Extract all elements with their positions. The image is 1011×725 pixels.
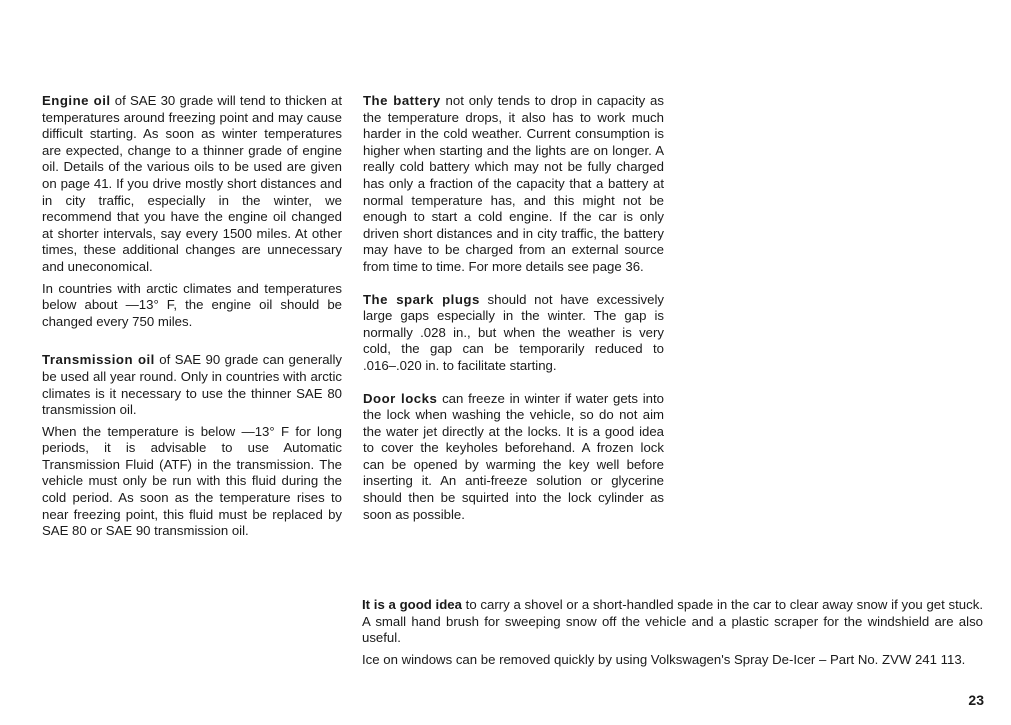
spark-plugs-text: should not have excessively large gaps especially in the winter. The gap is normally .028 in., but when the weather is very cold, the gap can be temporarily reduced to .016–.020 in. to facilitate starting. — [363, 291, 664, 373]
page-number: 23 — [968, 692, 984, 708]
good-idea-paragraph — [362, 597, 983, 647]
battery-paragraph — [363, 93, 664, 276]
transmission-oil-text: of SAE 90 grade can generally be used all year round. Only in countries with arctic climates is it necessary to use the thinner SAE 80 transmission oil. — [42, 352, 342, 418]
transmission-oil-paragraph — [42, 352, 342, 418]
door-locks-paragraph — [363, 391, 664, 524]
good-idea-text: to carry a shovel or a short-handled spade in the car to clear away snow if you get stuck. A small hand brush for sweeping snow off the vehicle and a plastic scraper for the windshield are also useful. — [362, 597, 983, 646]
transmission-oil-heading: Transmission oil — [42, 352, 155, 368]
left-column — [42, 93, 342, 540]
battery-text: not only tends to drop in capacity as the temperature drops, it also has to work much harder in the cold weather. Current consumption is higher when starting and the lights are on longer. A really cold battery which may not be fully charged has only a fraction of the capacity that a battery at normal temperature has, and this might not be enough to start a cold engine. If the car is only driven short distances and in city traffic, the battery may have to be charged from an external source from time to time. For more details see page 36. — [363, 93, 664, 274]
spark-plugs-paragraph — [363, 292, 664, 375]
door-locks-text: can freeze in winter if water gets into the lock when washing the vehicle, so do not aim the water jet directly at the locks. It is a good idea to cover the keyholes beforehand. A frozen lock can be opened by warming the key well before inserting it. An anti-freeze solution or glycerine should then be squirted into the lock cylinder as soon as possible. — [363, 390, 664, 522]
right-column — [363, 93, 664, 523]
spark-plugs-heading: The spark plugs — [363, 291, 480, 307]
atf-paragraph: When the temperature is below —13° F for long periods, it is advisable to use Automatic Transmission Fluid (ATF) in the transmission. The vehicle must only be run with this fluid during the cold period. As soon as the temperature rises to near freezing point, this fluid must be replaced by SAE 80 or SAE 90 transmission oil. — [42, 423, 342, 539]
battery-heading: The battery — [363, 93, 441, 108]
arctic-oil-paragraph: In countries with arctic climates and temperatures below about —13° F, the engine oil should be changed every 750 miles. — [42, 280, 342, 329]
bottom-section — [362, 597, 983, 668]
de-icer-paragraph: Ice on windows can be removed quickly by using Volkswagen's Spray De-Icer – Part No. ZVW 241 113. — [362, 651, 966, 667]
engine-oil-text: of SAE 30 grade will tend to thicken at temperatures around freezing point and may cause difficult starting. As soon as winter temperatures are expected, change to a thinner grade of engine oil. Details of the various oils to be used are given on page 41. If you drive mostly short distances and in city traffic, especially in the winter, we recommend that you have the engine oil changed at shorter intervals, say every 1500 miles. At other times, these additional changes are unnecessary and uneconomical. — [42, 93, 342, 274]
good-idea-heading: It is a good idea — [362, 597, 462, 612]
door-locks-heading: Door locks — [363, 390, 438, 406]
engine-oil-heading: Engine oil — [42, 93, 111, 108]
engine-oil-paragraph — [42, 93, 342, 276]
